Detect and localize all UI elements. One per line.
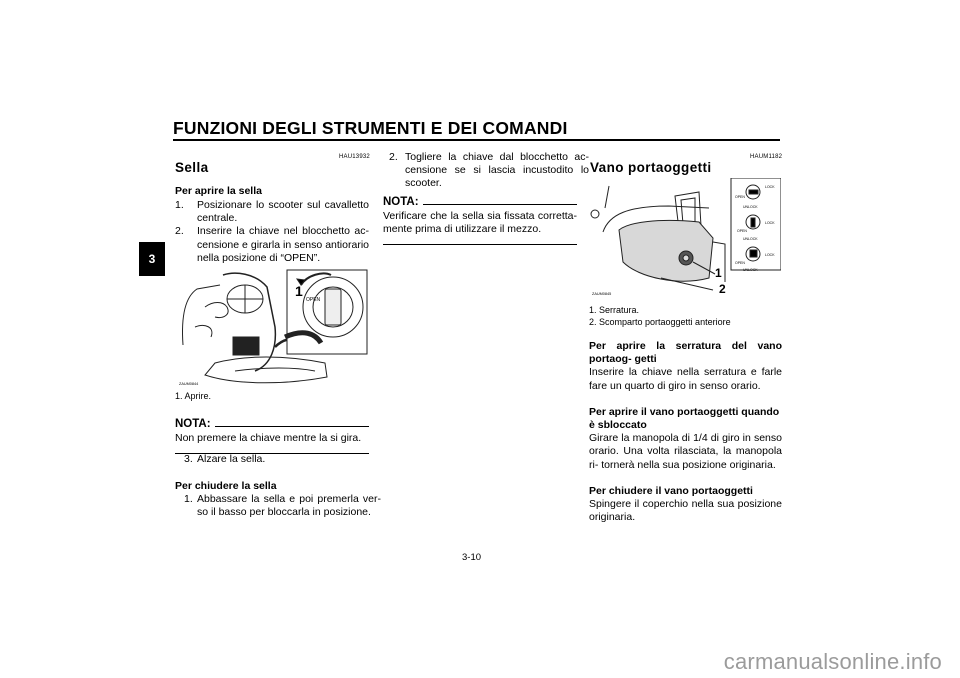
figure-callout: 2 [719,282,726,296]
lock-label-lock: LOCK [765,185,775,189]
nota-label: NOTA: [383,196,419,208]
figure-caption: 1. Aprire. [175,391,212,401]
section-title-vano: Vano portaoggetti [590,160,712,175]
subsection-heading: Per chiudere il vano portaoggetti [589,484,753,497]
page-number: 3-10 [462,552,482,563]
subsection-text: Inserire la chiave nella serratura e farle fare un quarto di giro in senso orario. [589,366,782,392]
seat-lock-figure [175,267,369,387]
subsection-heading: Per aprire la serratura del vano portaog- getti [589,340,782,366]
figure-open-label: OPEN [306,297,321,303]
figure-caption-2: 2. Scomparto portaoggetti anteriore [589,317,731,327]
nota-label: NOTA: [175,418,211,430]
nota-box-middle [383,196,577,245]
lock-label-lock: LOCK [765,221,775,225]
list-item [175,493,381,519]
list-item [175,225,369,265]
figure-caption-1: 1. Serratura. [589,305,640,315]
list-item-text: Alzare la sella. [197,453,266,465]
title-rule [173,139,780,141]
lock-label-open: OPEN [737,229,747,233]
page-title: FUNZIONI DEGLI STRUMENTI E DEI COMANDI [173,118,568,138]
watermark: carmanualsonline.info [723,649,942,674]
storage-illustration [589,178,781,300]
list-item-text: Togliere la chiave dal blocchetto ac- censione se si lascia incustodito lo scooter. [405,151,589,190]
chapter-tab-number: 3 [148,252,156,266]
open-seat-heading: Per aprire la sella [175,185,262,197]
nota-box-left [175,418,369,454]
figure-code: ZAUM0844 [179,382,199,386]
list-item-text: Abbassare la sella e poi premerla ver- so il basso per bloccarla in posizione. [197,493,381,519]
figure-callout: 1 [295,283,303,299]
subsection-heading: Per aprire il vano portaoggetti quando è sbloccato [589,405,780,432]
nota-rule [215,426,369,427]
list-item-number: 2. [175,225,184,238]
list-item-number: 1. [184,493,193,505]
list-item-number: 3. [184,453,193,465]
lock-label-unlock: UNLOCK [743,205,758,209]
list-item-text: Inserire la chiave nel blocchetto ac- censione e girarla in senso antiorario nella posizione di “OPEN”. [197,225,369,264]
close-seat-heading: Per chiudere la sella [175,480,277,492]
nota-text: Verificare che la sella sia fissata corretta- mente prima di utilizzare il mezzo. [383,210,577,236]
section-code: HAUM1182 [750,154,783,160]
storage-figure [589,178,781,300]
nota-text: Non premere la chiave mentre la si gira. [175,432,362,444]
open-steps-list [175,199,369,265]
lock-label-open: OPEN [735,261,745,265]
lock-label-lock: LOCK [765,253,775,257]
list-item [383,151,589,191]
nota-rule [423,204,577,205]
lock-label-unlock: UNLOCK [743,237,758,241]
figure-code: ZAUM0845 [592,292,612,296]
storage-instructions [589,340,782,524]
lock-label-open: OPEN [735,195,745,199]
seat-lock-illustration [175,267,369,387]
subsection-text: Spingere il coperchio nella sua posizione originaria. [589,498,782,524]
section-code: HAU13932 [339,154,370,160]
nota-rule-bottom [383,244,577,245]
subsection-text: Girare la manopola di 1/4 di giro in senso orario. Una volta rilasciata, la manopola ri- tornerà nella sua posizione originaria. [589,432,782,471]
section-title-sella: Sella [175,160,209,175]
figure-callout: 1 [715,266,722,280]
list-item-number: 2. [389,151,398,163]
list-item-number: 1. [175,199,184,211]
lock-label-unlock: UNLOCK [743,268,758,272]
list-item-text: Posizionare lo scooter sul cavalletto centrale. [197,199,369,225]
chapter-tab [139,242,165,276]
list-item [175,453,381,466]
list-item [175,199,369,225]
